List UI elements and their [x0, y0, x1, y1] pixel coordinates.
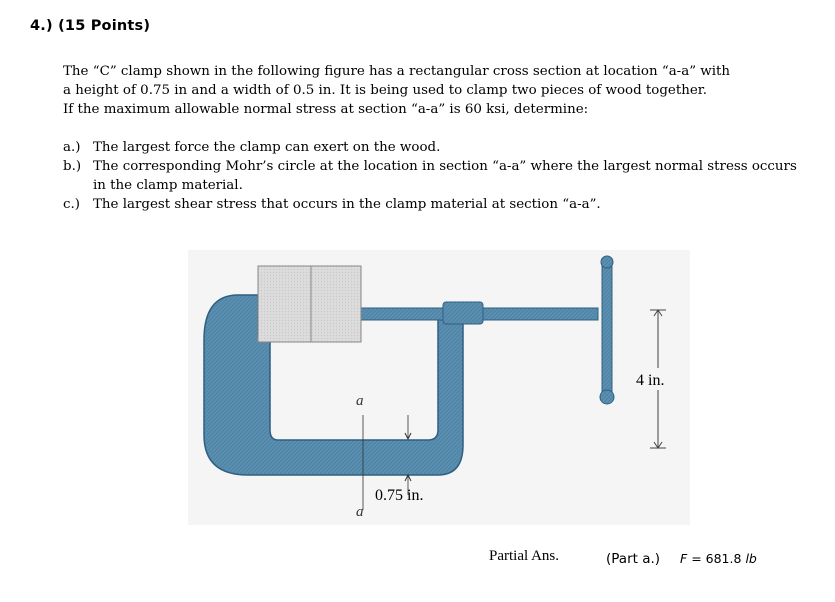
- dim-label-075: 0.75 in.: [375, 487, 424, 504]
- list-item: [63, 195, 811, 214]
- section-label-bottom: a: [356, 504, 364, 520]
- answer-part-label: (Part a.): [606, 551, 661, 567]
- section-label-top: a: [356, 393, 364, 409]
- question-header: 4.) (15 Points): [30, 18, 151, 34]
- screw-boss: [443, 302, 483, 324]
- handle-knob-top: [601, 256, 613, 268]
- wood-block-left: [258, 266, 311, 342]
- answer-equals: =: [691, 551, 702, 566]
- problem-statement: [63, 62, 808, 119]
- part-label: b.): [63, 159, 82, 174]
- answer-unit: lb: [745, 551, 757, 566]
- problem-line-1: The “C” clamp shown in the following figure has a rectangular cross section at location “a-a” with: [63, 64, 731, 79]
- partial-answer-label: Partial Ans.: [489, 548, 559, 564]
- wood-block-right: [311, 266, 361, 342]
- parts-list: [63, 138, 811, 214]
- part-text: The largest shear stress that occurs in the clamp material at section “a-a”.: [93, 197, 601, 212]
- part-text: The corresponding Mohr’s circle at the location in section “a-a” where the largest normal stress occurs in the clamp material.: [93, 159, 797, 193]
- answer-value: [680, 551, 757, 566]
- list-item: [63, 138, 811, 157]
- t-handle: [602, 262, 612, 400]
- problem-line-2: a height of 0.75 in and a width of 0.5 in. It is being used to clamp two pieces of wood together.: [63, 83, 707, 98]
- part-label: c.): [63, 197, 80, 212]
- c-clamp-figure: [188, 250, 690, 525]
- answer-symbol: F: [680, 551, 688, 566]
- part-text: The largest force the clamp can exert on the wood.: [93, 140, 441, 155]
- handle-knob-bottom: [600, 390, 614, 404]
- part-label: a.): [63, 140, 81, 155]
- answer-number: 681.8: [705, 551, 742, 566]
- problem-line-3: If the maximum allowable normal stress at section “a-a” is 60 ksi, determine:: [63, 102, 589, 117]
- dim-label-4in: 4 in.: [636, 372, 665, 389]
- list-item: [63, 157, 811, 195]
